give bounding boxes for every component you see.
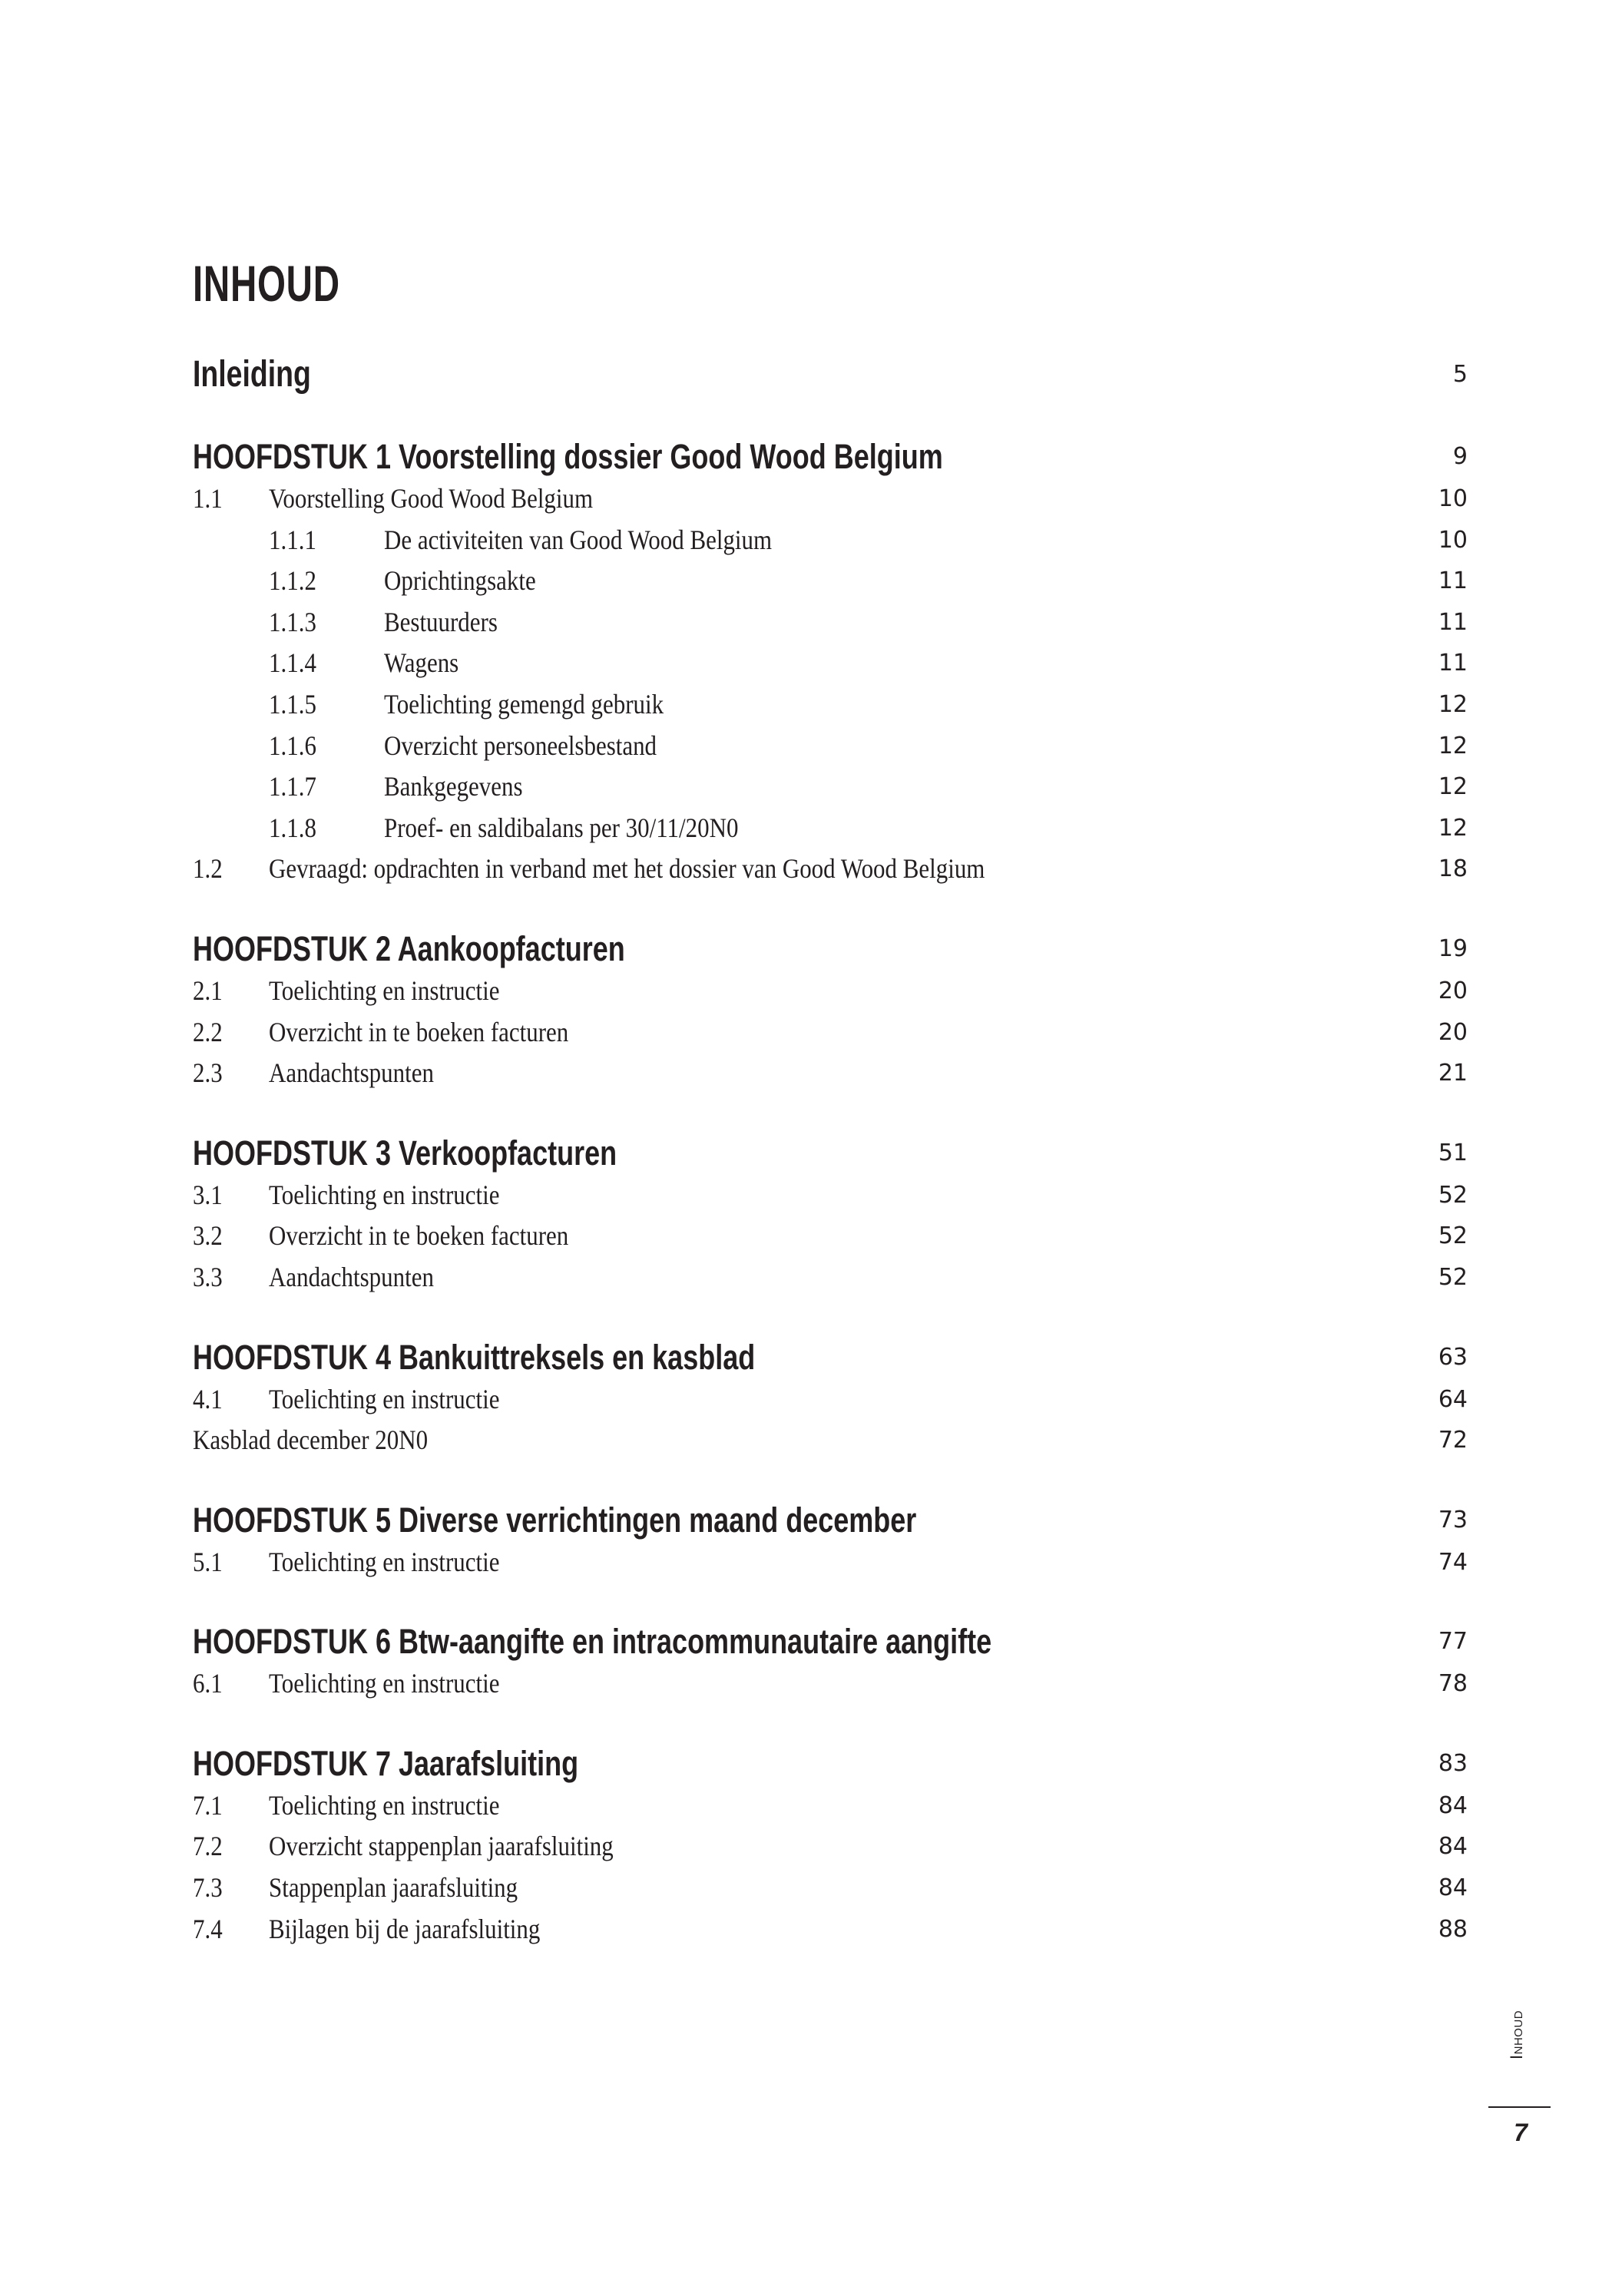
toc-chapter-7 [193,1742,1468,1950]
section-number: 3.1 [193,1179,223,1210]
section-title: Oprichtingsakte [384,565,536,597]
toc-page-number: 18 [1438,855,1468,883]
section-number: 1.1.1 [269,524,316,555]
section-number: 1.1 [193,483,223,514]
toc-page-number: 74 [1438,1548,1468,1576]
section-title: Bijlagen bij de jaarafsluiting [269,1913,541,1944]
toc-page-number: 20 [1438,1018,1468,1046]
toc-intro-label: Inleiding [193,354,311,395]
toc-entry[interactable] [193,766,1468,808]
toc-entry[interactable] [193,1826,1468,1868]
toc-page-number: 64 [1438,1385,1468,1413]
toc-entry[interactable] [193,602,1468,643]
toc-chapter-1 [193,435,1468,890]
section-title: Overzicht in te boeken facturen [269,1220,569,1252]
toc-entry[interactable] [193,1909,1468,1950]
chapter-title: HOOFDSTUK 6 Btw-aangifte en intracommunautaire aangifte [193,1622,992,1662]
toc-chapter-heading[interactable] [193,1742,1468,1785]
toc-page-number: 88 [1438,1915,1468,1943]
toc-page-number: 12 [1438,690,1468,718]
section-title: Toelichting en instructie [269,1546,500,1577]
toc-chapter-4 [193,1336,1468,1461]
section-title: Wagens [384,647,459,679]
section-number: 7.2 [193,1831,223,1862]
toc-page-number: 63 [1438,1343,1468,1371]
toc-entry[interactable] [193,1868,1468,1909]
toc-entry[interactable] [193,726,1468,767]
toc-entry[interactable] [193,1257,1468,1299]
toc-chapter-6 [193,1620,1468,1705]
section-title: Gevraagd: opdrachten in verband met het dossier van Good Wood Belgium [269,853,985,885]
chapter-title: HOOFDSTUK 3 Verkoopfacturen [193,1133,617,1173]
section-number: 1.1.7 [269,771,316,802]
toc-page-number: 11 [1438,608,1468,636]
toc-entry[interactable] [193,1785,1468,1827]
toc-entry[interactable] [193,643,1468,684]
toc-entry[interactable] [193,1420,1468,1461]
running-section-label-text: Inhoud [1507,2010,1526,2059]
toc-page-number: 21 [1438,1060,1468,1087]
toc-page-number: 84 [1438,1833,1468,1861]
section-title: Bankgegevens [384,771,523,802]
section-number: 7.3 [193,1872,223,1904]
section-number: 5.1 [193,1546,223,1577]
toc-page-number: 11 [1438,567,1468,595]
folio-divider [1488,2106,1551,2108]
toc-chapter-list [193,435,1468,1950]
section-number: 7.1 [193,1789,223,1821]
toc-page-number: 20 [1438,977,1468,1004]
section-number: 2.3 [193,1057,223,1089]
toc-page-number: 78 [1438,1670,1468,1698]
section-title: Voorstelling Good Wood Belgium [269,483,594,514]
toc-chapter-3 [193,1132,1468,1299]
toc-page-number: 72 [1438,1427,1468,1454]
toc-chapter-heading[interactable] [193,435,1468,478]
section-title: Overzicht personeelsbestand [384,729,657,761]
toc-chapter-heading[interactable] [193,1499,1468,1542]
section-number: 1.1.6 [269,729,316,761]
section-number: 1.1.8 [269,812,316,843]
toc-entry[interactable] [193,1216,1468,1257]
toc-page-number: 84 [1438,1874,1468,1902]
toc-page-number: 9 [1452,443,1468,470]
toc-entry[interactable] [193,1012,1468,1054]
toc-chapter-heading[interactable] [193,928,1468,971]
toc-page-number: 12 [1438,773,1468,801]
toc-page-number: 12 [1438,814,1468,842]
toc-chapter-heading[interactable] [193,1620,1468,1663]
toc-chapter-2 [193,928,1468,1094]
toc-page-number: 11 [1438,650,1468,677]
toc-entry[interactable] [193,808,1468,849]
chapter-title: HOOFDSTUK 2 Aankoopfacturen [193,928,625,968]
toc-page-number: 10 [1438,485,1468,512]
table-of-contents [193,352,1468,1950]
toc-chapter-5 [193,1499,1468,1583]
toc-page-number: 52 [1438,1181,1468,1209]
section-number: 1.1.4 [269,647,316,679]
toc-entry[interactable] [193,1175,1468,1216]
section-title: Toelichting gemengd gebruik [384,688,664,720]
section-number: 2.2 [193,1016,223,1047]
section-title: Overzicht stappenplan jaarafsluiting [269,1831,614,1862]
toc-chapter-heading[interactable] [193,1132,1468,1175]
running-section-label [1507,2009,1528,2059]
section-title: Toelichting en instructie [269,1668,500,1699]
section-number: 3.3 [193,1261,223,1292]
toc-entry[interactable] [193,684,1468,726]
section-number: 2.1 [193,974,223,1006]
section-title: Stappenplan jaarafsluiting [269,1872,518,1904]
section-title: Aandachtspunten [269,1057,434,1089]
section-title: Overzicht in te boeken facturen [269,1016,569,1047]
section-title: Toelichting en instructie [269,1789,500,1821]
toc-intro-entry[interactable] [193,352,1468,398]
toc-page-number: 5 [1452,361,1468,388]
section-number: 3.2 [193,1220,223,1252]
section-title: De activiteiten van Good Wood Belgium [384,524,773,555]
toc-entry[interactable] [193,849,1468,890]
section-title: Bestuurders [384,606,498,637]
chapter-title: HOOFDSTUK 7 Jaarafsluiting [193,1743,579,1783]
chapter-title: HOOFDSTUK 5 Diverse verrichtingen maand december [193,1500,917,1540]
toc-entry[interactable] [193,1663,1468,1705]
section-title: Toelichting en instructie [269,974,500,1006]
page-title: INHOUD [193,255,340,312]
section-title: Toelichting en instructie [269,1383,500,1414]
section-number: 1.1.5 [269,688,316,720]
toc-page-number: 12 [1438,732,1468,759]
toc-entry[interactable] [193,520,1468,561]
section-number: 1.2 [193,853,223,885]
toc-page-number: 77 [1438,1628,1468,1656]
toc-page-number: 84 [1438,1791,1468,1819]
toc-page-number: 52 [1438,1222,1468,1250]
toc-entry[interactable] [193,1379,1468,1421]
section-number: 1.1.2 [269,565,316,597]
toc-entry[interactable] [193,971,1468,1012]
section-number: 1.1.3 [269,606,316,637]
toc-page-number: 10 [1438,526,1468,554]
section-title: Proef- en saldibalans per 30/11/20N0 [384,812,739,843]
toc-page-number: 51 [1438,1139,1468,1166]
toc-entry[interactable] [193,478,1468,520]
section-number: 4.1 [193,1383,223,1414]
toc-page-number: 83 [1438,1749,1468,1777]
page-number: 7 [1514,2119,1528,2146]
toc-page-number: 73 [1438,1506,1468,1533]
section-number: 7.4 [193,1913,223,1944]
section-title: Aandachtspunten [269,1261,434,1292]
toc-entry[interactable] [193,1053,1468,1094]
chapter-title: HOOFDSTUK 1 Voorstelling dossier Good Wood Belgium [193,437,943,476]
toc-chapter-heading[interactable] [193,1336,1468,1379]
section-title: Kasblad december 20N0 [193,1424,429,1456]
toc-entry[interactable] [193,1542,1468,1583]
toc-entry[interactable] [193,561,1468,602]
chapter-title: HOOFDSTUK 4 Bankuittreksels en kasblad [193,1337,756,1377]
toc-page-number: 19 [1438,935,1468,962]
section-number: 6.1 [193,1668,223,1699]
toc-page-number: 52 [1438,1263,1468,1291]
section-title: Toelichting en instructie [269,1179,500,1210]
